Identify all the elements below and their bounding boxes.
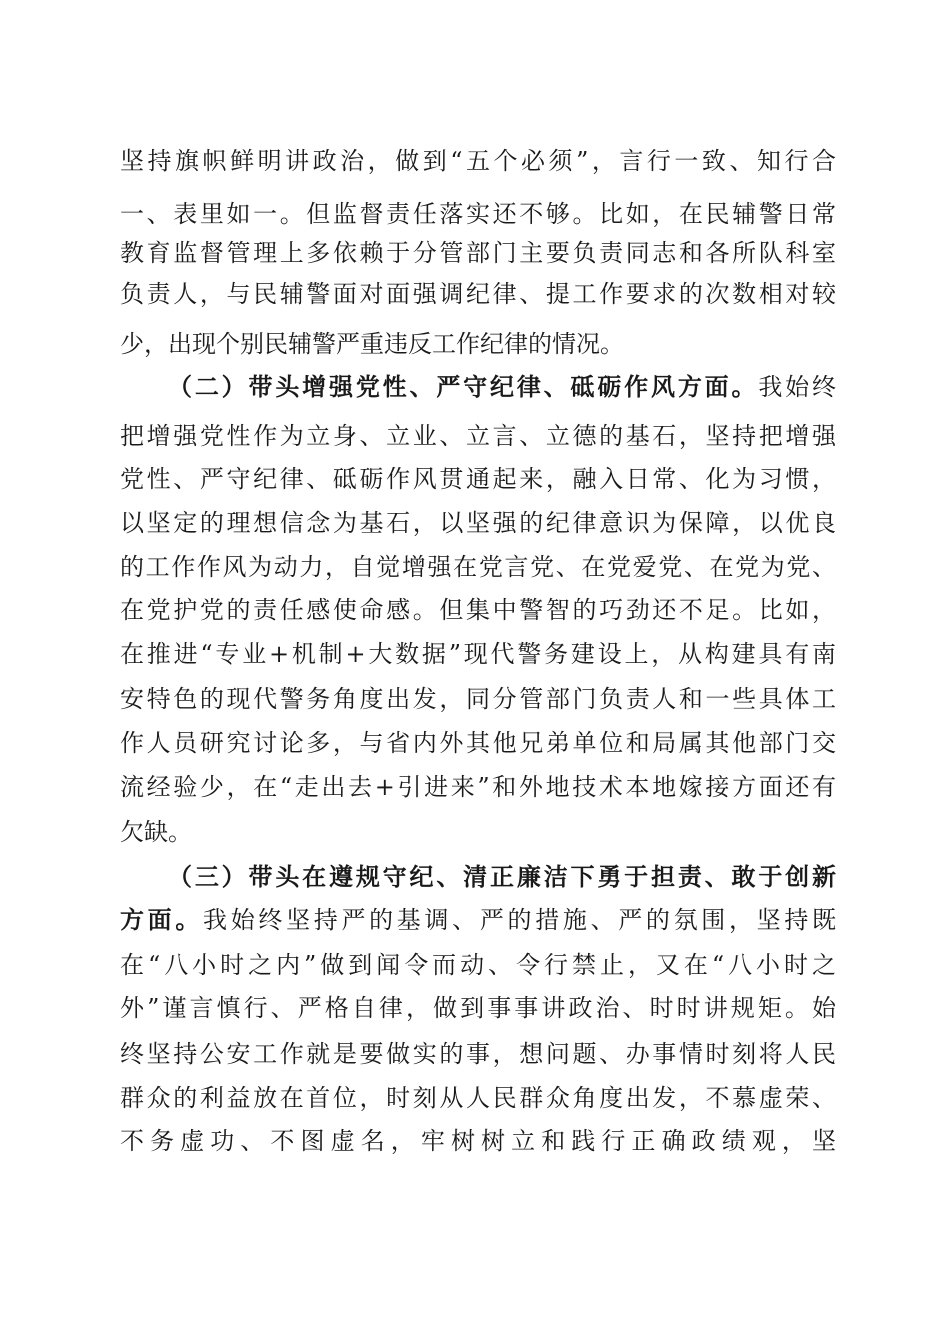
body-text-line: 把增强党性作为立身、立业、立言、立德的基石，坚持把增强: [120, 422, 836, 450]
body-text-line: 在党护党的责任感使命感。但集中警智的巧劲还不足。比如，: [120, 596, 836, 624]
body-text-line: 流经验少，在“走出去+引进来”和外地技术本地嫁接方面还有: [120, 773, 836, 801]
body-text-line: 欠缺。: [120, 818, 192, 846]
body-text-line: 的工作作风为动力，自觉增强在党言党、在党爱党、在党为党、: [120, 553, 836, 581]
section-2-heading: （二）带头增强党性、严守纪律、砥砺作风方面。: [168, 372, 759, 401]
section-3-second-line: [120, 900, 836, 940]
section-2-first-line: [168, 367, 836, 407]
section-3-heading: （三）带头在遵规守纪、清正廉洁下勇于担责、敢于创新: [168, 862, 836, 891]
section-3-lead-text: 我始终坚持严的基调、严的措施、严的氛围，坚持既: [203, 906, 837, 934]
section-3-heading-end: 方面。: [120, 905, 204, 934]
body-text-line: 作人员研究讨论多，与省内外其他兄弟单位和局属其他部门交: [120, 729, 836, 757]
body-text-line: 党性、严守纪律、砥砺作风贯通起来，融入日常、化为习惯，: [120, 465, 836, 493]
body-text-line: 负责人，与民辅警面对面强调纪律、提工作要求的次数相对较: [120, 280, 836, 308]
body-text-line: 安特色的现代警务角度出发，同分管部门负责人和一些具体工: [120, 685, 836, 713]
body-text-line: 少，出现个别民辅警严重违反工作纪律的情况。: [120, 330, 624, 358]
body-text-line: 群众的利益放在首位，时刻从人民群众角度出发，不慕虚荣、: [120, 1084, 836, 1112]
body-text-line: 外”谨言慎行、严格自律，做到事事讲政治、时时讲规矩。始: [120, 994, 836, 1022]
body-text-line: 坚持旗帜鲜明讲政治，做到“五个必须”，言行一致、知行合: [120, 147, 836, 175]
body-text-line: 在推进“专业+机制+大数据”现代警务建设上，从构建具有南: [120, 640, 836, 668]
body-text-line: 一、表里如一。但监督责任落实还不够。比如，在民辅警日常: [120, 200, 836, 228]
body-text-line: 终坚持公安工作就是要做实的事，想问题、办事情时刻将人民: [120, 1040, 836, 1068]
section-2-lead-text: 我始终: [758, 373, 837, 401]
body-text-line: 在“八小时之内”做到闻令而动、令行禁止，又在“八小时之: [120, 951, 836, 979]
body-text-line: 以坚定的理想信念为基石，以坚强的纪律意识为保障，以优良: [120, 509, 836, 537]
body-text-line: 教育监督管理上多依赖于分管部门主要负责同志和各所队科室: [120, 239, 836, 267]
body-text-line: 不务虚功、不图虚名，牢树树立和践行正确政绩观，坚: [120, 1127, 836, 1155]
